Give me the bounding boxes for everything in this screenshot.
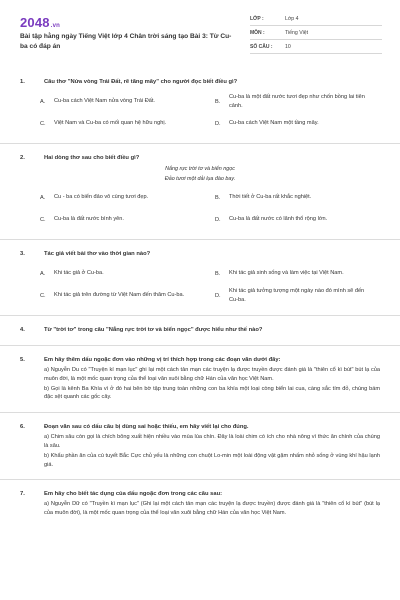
option-letter: B.	[215, 270, 221, 277]
question-number: 3.	[20, 251, 25, 257]
option-letter: B.	[215, 194, 221, 201]
option-letter: D.	[215, 292, 221, 299]
poem-line: Nắng rực trời tơ và biển ngọc	[165, 166, 235, 172]
option-a[interactable]	[40, 265, 205, 282]
options	[40, 189, 380, 233]
question-text: Hai dòng thơ sau cho biết điều gì?	[44, 155, 140, 161]
paragraph: b) Gọi là kênh Ba Khía vì ở đó hai bên bờ tập trung toàn những con ba khía một loại còng biển lai cua, càng sắc tím đỏ, chúng bám đặc sệt quanh các gốc cây.	[44, 385, 380, 401]
option-text: Việt Nam và Cu-ba có mối quan hệ hữu nghị.	[54, 120, 167, 127]
paragraph: b) Khẩu phần ăn của cú tuyết Bắc Cực chủ yếu là những con chuột Lo-min một loài động vật gặm nhấm nhỏ sống ở vùng khí hậu lạnh giá.	[44, 452, 380, 468]
page-header	[0, 0, 400, 62]
question-7	[0, 480, 400, 528]
question-number: 4.	[20, 327, 25, 333]
option-letter: D.	[215, 120, 221, 127]
question-text: Đoạn văn sau có dấu câu bị dùng sai hoặc thiếu, em hãy viết lại cho đúng.	[44, 424, 249, 431]
meta-row-count	[250, 40, 382, 54]
question-number: 2.	[20, 155, 25, 161]
paragraph: a) Chim sâu còn gọi là chích bông xuất hiện nhiều vào mùa lúa chín. Đây là loài chim có ích cho nhà nông vì thức ăn chính của chúng là sâu.	[44, 434, 380, 449]
option-text: Cu-ba là một đất nước tươi đẹp như chốn bồng lai tiên cảnh.	[229, 94, 365, 109]
paragraph: a) Nguyễn Du có "Truyện kí mạn lục" ghi lại một cách tản mạn các truyện lạ được truyền được đánh giá là "thiên cổ kì bút" bút lạ của muôn đời, là một mốc quan trọng của thể loại văn xuôi bằng chữ Hán của văn học Việt Nam.	[44, 367, 380, 382]
option-c[interactable]	[40, 115, 205, 132]
option-d[interactable]	[215, 287, 380, 304]
option-letter: C.	[40, 292, 46, 299]
meta-key: LỚP :	[250, 15, 264, 22]
option-b[interactable]	[215, 189, 380, 206]
question-text: Câu thơ "Nửa vòng Trái Đất, rẽ tăng mây" cho người đọc biết điều gì?	[44, 79, 238, 85]
option-letter: A.	[40, 270, 46, 277]
option-b[interactable]	[215, 265, 380, 282]
option-letter: A.	[40, 194, 46, 201]
meta-value: 10	[285, 43, 291, 50]
option-letter: D.	[215, 216, 221, 223]
option-letter: C.	[40, 216, 46, 223]
question-1	[0, 68, 400, 144]
meta-value: Tiếng Việt	[285, 29, 309, 36]
paragraph: a) Nguyễn Dữ có "Truyền kì mạn lục" (Ghi lại một cách tản mạn các truyện lạ được truyền) được đánh giá là "thiên cổ kì bút" (bút lạ của muôn đời), là một mốc quan trọng của thể loại văn xuôi bằng chữ Hán của văn học Việt Nam.	[44, 501, 380, 517]
option-text: Khi tác giả tưởng tượng một ngày nào đó mình sẽ đến Cu-ba.	[229, 288, 365, 303]
question-4	[0, 316, 400, 346]
option-text: Cu-ba cách Việt Nam một tầng mây.	[229, 120, 319, 127]
option-letter: B.	[215, 98, 221, 105]
option-c[interactable]	[40, 211, 205, 228]
question-5	[0, 346, 400, 413]
logo-suffix: .vn	[50, 23, 61, 29]
option-text: Thời tiết ở Cu-ba rất khắc nghiệt.	[229, 194, 312, 201]
question-text: Tác giả viết bài thơ vào thời gian nào?	[44, 251, 151, 257]
question-number: 7.	[20, 491, 25, 498]
question-text: Em hãy cho biết tác dụng của dấu ngoặc đơn trong các câu sau:	[44, 491, 223, 498]
option-text: Cu-ba cách Việt Nam nửa vòng Trái Đất.	[54, 98, 155, 105]
question-number: 1.	[20, 79, 25, 85]
page-title: Bài tập hằng ngày Tiếng Việt lớp 4 Chân trời sáng tạo Bài 3: Từ Cu-ba có đáp án	[20, 33, 232, 50]
question-number: 5.	[20, 357, 25, 363]
option-text: Khi tác giả trên đường từ Việt Nam đến thăm Cu-ba.	[54, 292, 185, 299]
option-text: Cu-ba là đất nước bình yên.	[54, 216, 124, 223]
logo-text: 2048	[20, 15, 50, 30]
option-letter: C.	[40, 120, 46, 127]
option-d[interactable]	[215, 211, 380, 228]
option-c[interactable]	[40, 287, 205, 304]
options	[40, 265, 380, 309]
question-2	[0, 144, 400, 240]
meta-key: SỐ CÂU :	[250, 43, 273, 50]
option-text: Cu-ba là đất nước có lãnh thổ rộng lớn.	[229, 216, 328, 223]
option-b[interactable]	[215, 93, 380, 110]
site-logo[interactable]	[20, 15, 60, 30]
question-text: Từ "trời tơ" trong câu "Nắng rực trời tơ và biển ngọc" được hiểu như thế nào?	[44, 327, 263, 333]
meta-key: MÔN :	[250, 29, 265, 36]
meta-row-grade	[250, 12, 382, 26]
option-d[interactable]	[215, 115, 380, 132]
meta-row-subject	[250, 26, 382, 40]
question-3	[0, 240, 400, 316]
option-letter: A.	[40, 98, 46, 105]
option-a[interactable]	[40, 93, 205, 110]
poem-line: Đảo tươi một dải lụa đào bay.	[164, 176, 236, 182]
option-a[interactable]	[40, 189, 205, 206]
option-text: Khi tác giả ở Cu-ba.	[54, 270, 104, 277]
question-6	[0, 413, 400, 480]
meta-value: Lớp 4	[285, 15, 299, 22]
question-number: 6.	[20, 424, 25, 431]
option-text: Khi tác giả sinh sống và làm việc tại Việt Nam.	[229, 270, 344, 277]
question-list	[0, 68, 400, 528]
options	[40, 93, 380, 137]
question-text: Em hãy thêm dấu ngoặc đơn vào những vị trí thích hợp trong các đoạn văn dưới đây:	[44, 357, 281, 363]
meta-table	[250, 12, 382, 54]
option-text: Cu - ba có biển đảo vô cùng tươi đẹp.	[54, 194, 149, 201]
